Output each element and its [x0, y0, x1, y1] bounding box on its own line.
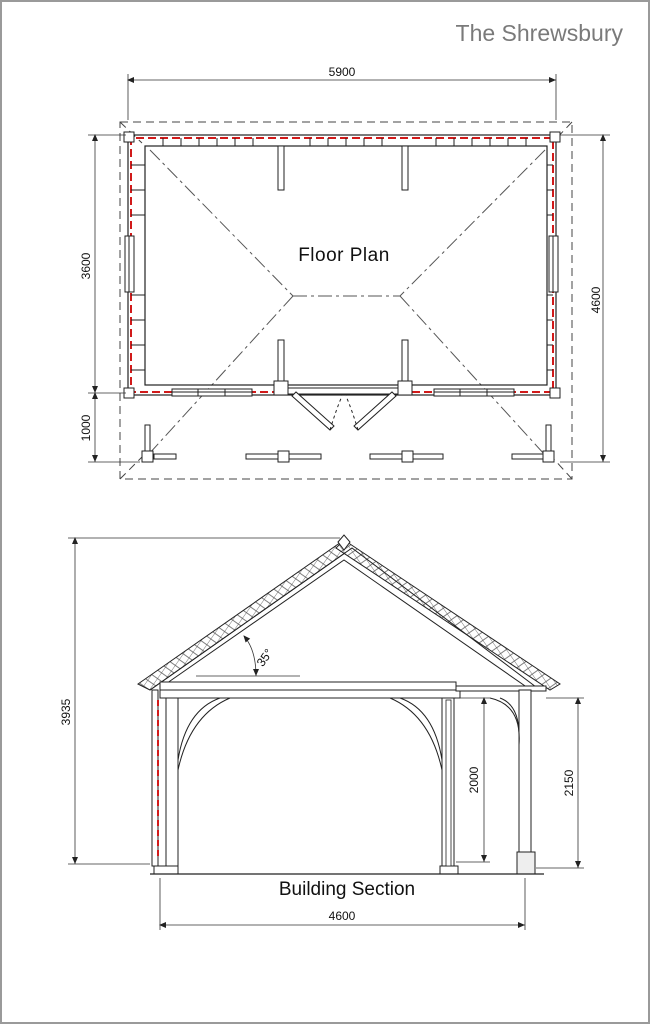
front-doors: [292, 392, 396, 430]
floor-plan-label: Floor Plan: [298, 245, 390, 266]
porch-posts: [142, 425, 554, 462]
section-wall: [152, 690, 451, 866]
page-title: The Shrewsbury: [455, 20, 623, 46]
plan-dimensions: [88, 74, 610, 462]
plan-depth-dimension-right: 4600: [589, 286, 603, 314]
roof-angle-label: 35°: [253, 646, 276, 670]
section-width-dimension: 4600: [328, 909, 356, 923]
roof-tiles: [138, 540, 560, 690]
tie-beam: [160, 682, 546, 698]
plan-depth-dimension-left: 3600: [79, 252, 93, 280]
building-section-label: Building Section: [278, 879, 416, 900]
section-dimensions: [68, 538, 584, 930]
section-braces: [178, 698, 519, 770]
roof-outline: [120, 122, 572, 479]
door-height-dimension: 2000: [467, 766, 481, 794]
building-section: [59, 535, 584, 930]
eaves-height-dimension: 2150: [562, 769, 576, 797]
plan-width-dimension: 5900: [328, 65, 356, 79]
section-height-dimension: 3935: [59, 698, 73, 726]
hip-lines: [148, 150, 545, 455]
floor-plan: [79, 65, 610, 479]
porch-depth-dimension: 1000: [79, 414, 93, 442]
